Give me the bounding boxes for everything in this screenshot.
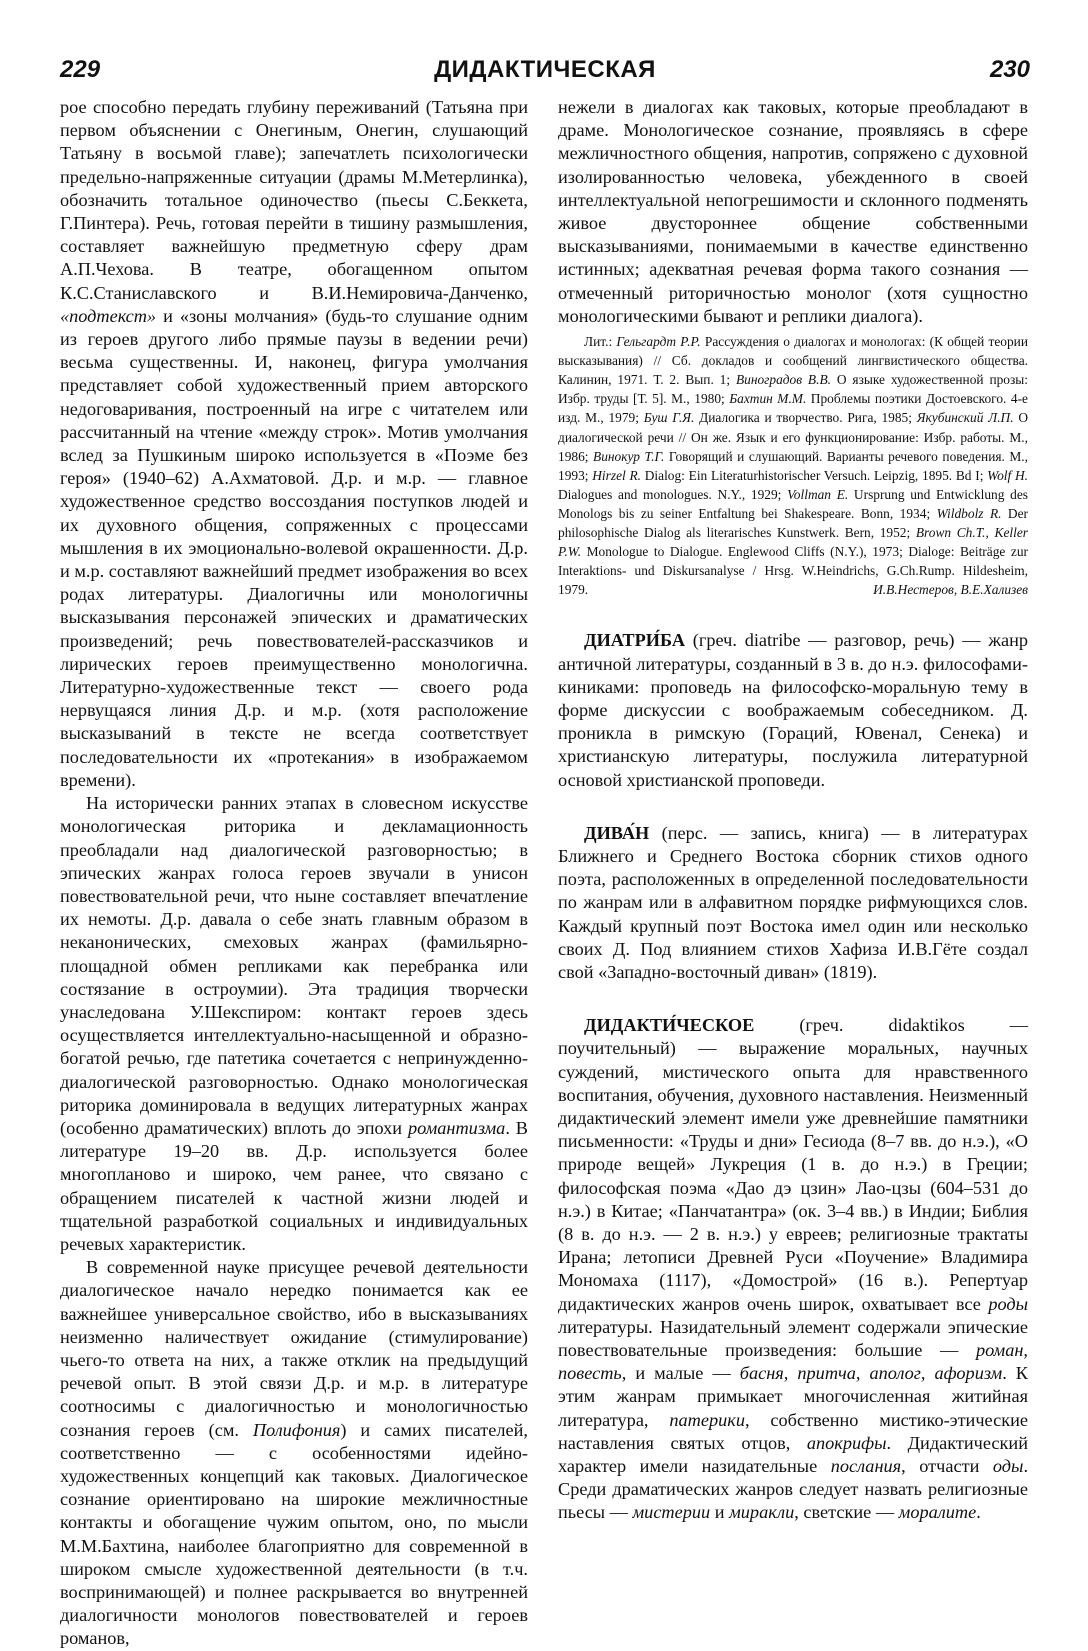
paragraph: нежели в диалогах как таковых, которые преобладают в драме. Монологическое сознание, проявляясь в сфере межличностного общения, напротив, сопряжено с духовной изолированностью человека, убежденного в своей интеллектуальной непогрешимости и склонного подменять живое двустороннее общение собственными высказываниями, понимаемыми в качестве единственно истинных; адекватная речевая форма такого сознания — отмеченный риторичностью монолог (хотя сущностно монологическими бывают и реплики диалога). bbox=[558, 97, 1028, 326]
headword: ДИВА́Н bbox=[584, 822, 650, 843]
page-number-right: 230 bbox=[989, 56, 1030, 83]
cross-reference: Полифония bbox=[252, 1419, 341, 1440]
entry-diatriba: ДИАТРИ́БА (греч. diatribe — разговор, речь) — жанр античной литературы, созданный в 3 в. до н.э. философами-киниками: проповедь на философско-моральную тему в форме дискуссии с воображаемым собеседником. Д. проникла в римскую (Гораций, Ювенал, Сенека) и христианскую литературы, послужила литературной основой христианской проповеди. bbox=[558, 630, 1028, 790]
cross-reference: романтизма bbox=[408, 1117, 506, 1138]
bibliography: Лит.: Гельгардт Р.Р. Рассуждения о диалогах и монологах: (К общей теории высказывания) // Сб. докладов и сообщений лингвистического общества. Калинин, 1971. Т. 2. Вып. 1; Виноградов В.В. О языке художественной прозы: Избр. труды [Т. 5]. М., 1980; Бахтин М.М. Проблемы поэтики Достоевского. 4-е изд. М., 1979; Буш Г.Я. Диалогика и творчество. Рига, 1985; Якубинский Л.П. О диалогической речи // Он же. Язык и его функционирование: Избр. работы. М., 1986; Винокур Т.Г. Говорящий и слушающий. Варианты речевого поведения. М., 1993; Hirzel R. Dialog: Ein Literaturhistorischer Versuch. Leipzig, 1895. Bd I; Wolf H. Dialogues and monologues. N.Y., 1929; Vollman E. Ursprung und Entwicklung des Monologs bis zu seiner Entfaltung bei Shakespeare. Bonn, 1934; Wildbolz R. Der philosophische Dialog als literarisches Kunstwerk. Bern, 1952; Brown Ch.T., Keller P.W. Monologue to Dialogue. Englewood Cliffs (N.Y.), 1973; Dialoge: Beiträge zur Interaktions- und Diskursanalyse / Hrsg. W.Heindrichs, G.Ch.Rump. Hildesheim, 1979. bbox=[558, 334, 1029, 598]
entry-divan: ДИВА́Н (перс. — запись, книга) — в литературах Ближнего и Среднего Востока сборник стихов одного поэта, расположенных в определенной последовательности по жанрам или в алфавитном порядке рифмующихся слов. Каждый крупный поэт Востока имел один или несколько своих Д. Под влиянием стихов Хафиза И.В.Гёте создал свой «Западно-восточный диван» (1819). bbox=[558, 822, 1028, 982]
page-number-left: 229 bbox=[60, 56, 101, 83]
left-column bbox=[60, 96, 528, 1651]
headword: ДИДАКТИ́ЧЕСКОЕ bbox=[584, 1015, 755, 1036]
paragraph: На исторически ранних этапах в словесном искусстве монологическая риторика и декламационность преобладали над диалогической разговорностью; в эпических жанрах голоса героев звучали в унисон повествовательной речи, что ныне составляет впечатление их немоты. Д.р. давала о себе знать главным образом в неканонических, смеховых жанрах (фамильярно-площадной обмен репликами как перебранка или состязание в остроумии). Эта традиция творчески унаследована У.Шекспиром: контакт героев здесь осуществляется интеллектуально-насыщенной и образно-богатой речью, где патетика сочетается с непринужденно-диалогической разговорностью. Однако монологическая риторика доминировала в ведущих литературных жанрах (особенно драматических) вплоть до эпохи романтизма. В литературе 19–20 вв. Д.р. используется более многопланово и широко, чем ранее, что связано с обращением писателей к частной жизни людей и тщательной разработкой социальных и индивидуальных речевых характеристик. bbox=[60, 793, 528, 1254]
paragraph: В современной науке присущее речевой деятельности диалогическое начало нередко понимается как ее важнейшее универсальное свойство, ибо в высказываниях неизменно наличествует ожидание (стимулирование) чьего-то ответа на них, а также отклик на предыдущий речевой опыт. В этой связи Д.р. и м.р. в литературе соотносимы с диалогичностью и монологичностью сознания героев (см. Полифония) и самих писателей, соответственно — с особенностями идейно-художественных концепций как таковых. Диалогическое сознание ориентировано на широкие межличностные контакты и обогащение чужим опытом, оно, по мысли М.М.Бахтина, наиболее благоприятно для современной в широком смысле художественной деятельности (в т.ч. воспринимающей) и полнее раскрывается во внутренней диалогичности монологов повествователей и героев романов, bbox=[60, 1257, 528, 1649]
headword: ДИАТРИ́БА bbox=[584, 630, 686, 651]
entry-didakticheskoe: ДИДАКТИ́ЧЕСКОЕ (греч. didaktikos — поучительный) — выражение моральных, научных суждений, мистического опыта для нравственного воспитания, обучения, духовного наставления. Неизменный дидактический элемент имели уже древнейшие памятники письменности: «Труды и дни» Гесиода (8–7 вв. до н.э.), «О природе вещей» Лукреция (1 в. до н.э.) в Греции; философская поэма «Дао дэ цзин» Лао-цзы (604–531 до н.э.) в Китае; «Панчатантра» (ок. 3–4 вв.) в Индии; Библия (8 в. до н.э. — 2 в. н.э.) у евреев; религиозные трактаты Ирана; летописи Древней Руси «Поучение» Владимира Мономаха (1117), «Домострой» (16 в.). Репертуар дидактических жанров очень широк, охватывает все роды литературы. Назидательный элемент содержали эпические повествовательные произведения: большие — роман, повесть, и малые — басня, притча, аполог, афоризм. К этим жанрам примыкает многочисленная житийная литература, патерики, собственно мистико-этические наставления святых отцов, апокрифы. Дидактический характер имели назидательные послания, отчасти оды. Среди драматических жанров следует назвать религиозные пьесы — мистерии и миракли, светские — моралите. bbox=[558, 1015, 1029, 1523]
right-column bbox=[558, 96, 1028, 1525]
author-signature: И.В.Нестеров, В.Е.Хализев bbox=[873, 582, 1028, 598]
paragraph: рое способно передать глубину переживаний (Татьяна при первом объяснении с Онегиным, Онегин, слушающий Татьяну в восьмой главе); запечатлеть психологически предельно-напряженные ситуации (драмы М.Метерлинка), обозначить тотальное одиночество (пьесы С.Беккета, Г.Пинтера). Речь, готовая перейти в тишину размышления, составляет важнейшую предметную сферу драм А.П.Чехова. В театре, обогащенном опытом К.С.Станиславского и В.И.Немировича-Данченко, «подтекст» и «зоны молчания» (будь-то слушание одним из героев другого либо прямые паузы в ведении речи) весьма существенны. И, наконец, фигура умолчания представляет собой художественный прием авторского недоговаривания, построенный на игре с читателем или рассчитанный на чтение «между строк». Мотив умолчания вслед за Пушкиным широко используется в «Поэме без героя» (1940–62) А.Ахматовой. Д.р. и м.р. — главное художественное средство воссоздания поступков людей и их духовного общения, сопряженных с процессами мышления в их эмоционально-волевой окрашенности. Д.р. и м.р. составляют важнейший предмет изображения во всех родах литературы. Диалогичны или монологичны высказывания персонажей эпических и драматических произведений; речь повествователей-рассказчиков и лирических героев преимущественно монологична. Литературно-художественные текст — своего рода нервущаяся линия Д.р. и м.р. (хотя расположение высказываний в тексте не всегда соответствует последовательности их «протекания» в изображаемом времени). bbox=[60, 97, 528, 790]
cross-reference: «подтекст» bbox=[60, 305, 157, 326]
page-header bbox=[60, 56, 1030, 90]
running-title: ДИДАКТИЧЕСКАЯ bbox=[434, 56, 656, 83]
